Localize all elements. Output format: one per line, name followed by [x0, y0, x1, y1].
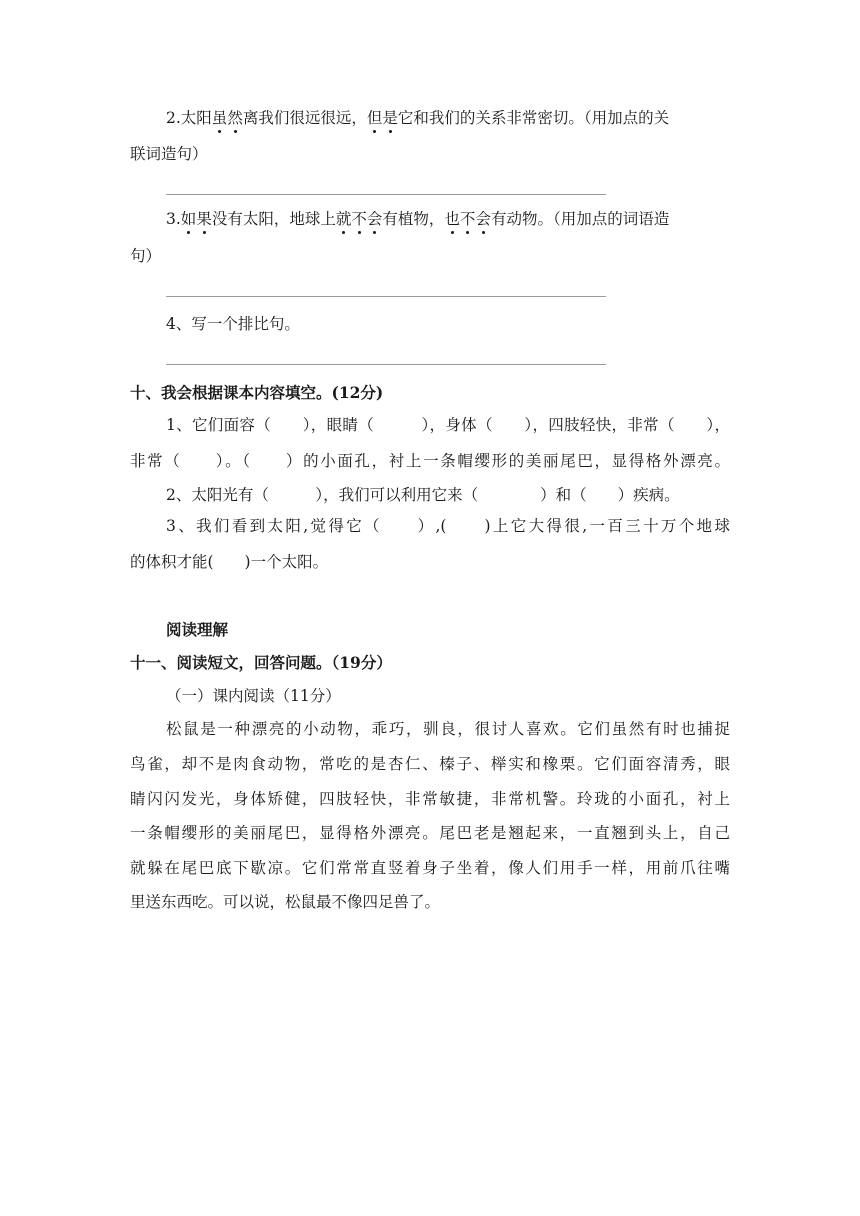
question-2-line-2: 联词造句）	[130, 145, 208, 163]
dotted-char: 会	[475, 210, 491, 228]
passage-line-5: 就躲在尾巴底下歇凉。它们常常直竖着身子坐着，像人们用手一样，用前爪往嘴	[130, 859, 730, 877]
sec10-item-3-line-2: 的体积才能( )一个太阳。	[130, 553, 329, 571]
question-4: 4、写一个排比句。	[166, 315, 300, 333]
answer-line-q2	[166, 194, 606, 195]
dotted-char: 也	[444, 210, 460, 228]
sec10-item-2: 2、太阳光有（ ），我们可以利用它来（ ）和（ ）疾病。	[166, 486, 680, 504]
dotted-char: 如	[180, 210, 197, 228]
section-11-title: 十一、阅读短文，回答问题。（19分）	[130, 653, 392, 672]
question-3-line-1: 3.如果没有太阳，地球上就不会有植物，也不会有动物。（用加点的词语造	[166, 210, 670, 228]
answer-line-q3	[166, 296, 606, 297]
question-2-line-1: 2.太阳虽然离我们很远很远，但是它和我们的关系非常密切。（用加点的关	[166, 109, 670, 127]
passage-line-6: 里送东西吃。可以说，松鼠最不像四足兽了。	[130, 893, 441, 911]
dotted-char: 不	[459, 210, 476, 228]
question-3-line-2: 句）	[130, 247, 162, 265]
passage-line-4: 一条帽缨形的美丽尾巴，显得格外漂亮。尾巴老是翘起来，一直翘到头上，自己	[130, 824, 730, 842]
dotted-char: 但	[366, 109, 383, 127]
answer-line-q4	[166, 364, 606, 365]
sec10-item-1-line-2: 非常（ ）。（ ）的小面孔，衬上一条帽缨形的美丽尾巴，显得格外漂亮。	[130, 452, 730, 470]
dotted-char: 会	[366, 210, 383, 228]
dotted-char: 就	[335, 210, 352, 228]
sec10-item-3-line-1: 3、我们看到太阳,觉得它（ ）,( )上它大得很,一百三十万个地球	[166, 517, 730, 535]
dotted-char: 是	[382, 109, 398, 127]
passage-line-3: 睛闪闪发光，身体矫健，四肢轻快，非常敏捷，非常机警。玲珑的小面孔，衬上	[130, 790, 730, 808]
reading-heading: 阅读理解	[166, 620, 229, 639]
passage-line-1: 松鼠是一种漂亮的小动物，乖巧，驯良，很讨人喜欢。它们虽然有时也捕捉	[166, 720, 730, 738]
sec10-item-1-line-1: 1、它们面容（ ），眼睛（ ），身体（ ），四肢轻快，非常（ ），	[166, 416, 730, 434]
reading-subheading: （一）课内阅读（11分）	[166, 687, 341, 705]
passage-line-2: 鸟雀，却不是肉食动物，常吃的是杏仁、榛子、榉实和橡栗。它们面容清秀，眼	[130, 755, 730, 773]
dotted-char: 果	[196, 210, 212, 228]
section-10-title: 十、我会根据课本内容填空。(12分)	[130, 383, 384, 402]
dotted-char: 虽	[211, 109, 228, 127]
dotted-char: 不	[351, 210, 367, 228]
dotted-char: 然	[227, 109, 243, 127]
